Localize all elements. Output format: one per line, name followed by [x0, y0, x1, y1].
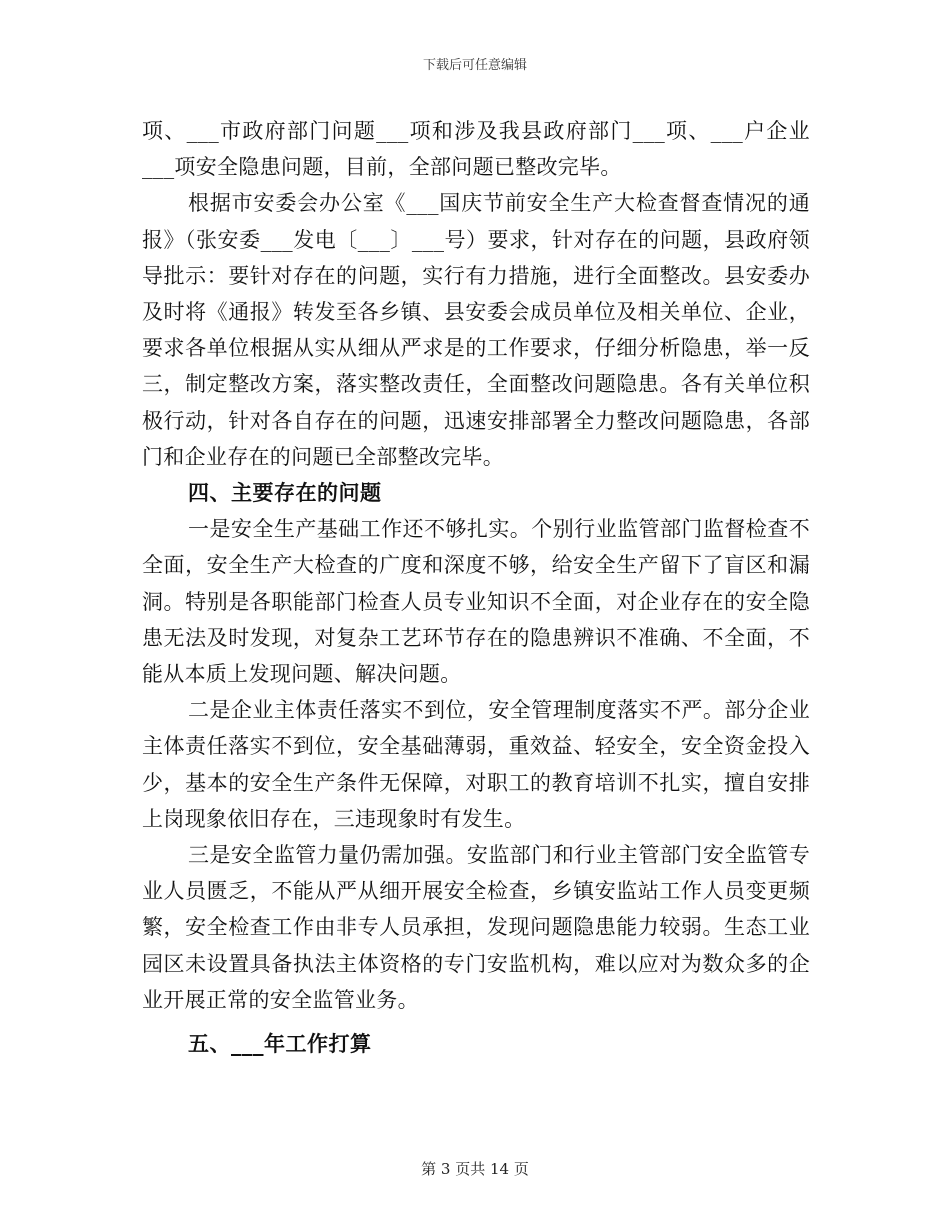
- page-footer: 第 3 页共 14 页: [421, 1160, 529, 1178]
- paragraph-problem-three: 三是安全监管力量仍需加强。安监部门和行业主管部门安全监管专业人员匮乏，不能从严从细开展安全检查，乡镇安监站工作人员变更频繁，安全检查工作由非专人员承担，发现问题隐患能力较弱。生态工业园区未设置具备执法主体资格的专门安监机构，难以应对为数众多的企业开展正常的安全监管业务。: [142, 843, 810, 1012]
- document-body: [142, 113, 810, 1062]
- section-heading-main-problems: 四、主要存在的问题: [188, 480, 382, 506]
- paragraph-problem-one: 一是安全生产基础工作还不够扎实。个别行业监管部门监督检查不全面，安全生产大检查的广度和深度不够，给安全生产留下了盲区和漏洞。特别是各职能部门检查人员专业知识不全面，对企业存在的安全隐患无法及时发现，对复杂工艺环节存在的隐患辨识不准确、不全面，不能从本质上发现问题、解决问题。: [142, 517, 810, 687]
- paragraph-problem-two: 二是企业主体责任落实不到位，安全管理制度落实不严。部分企业主体责任落实不到位，安全基础薄弱，重效益、轻安全，安全资金投入少，基本的安全生产条件无保障，对职工的教育培训不扎实，擅自安排上岗现象依旧存在，三违现象时有发生。: [142, 698, 810, 831]
- paragraph-continuation: 项、___市政府部门问题___项和涉及我县政府部门___项、___户企业___项安全隐患问题，目前，全部问题已整改完毕。: [142, 119, 810, 180]
- section-heading-work-plan: 五、___年工作打算: [188, 1031, 372, 1057]
- page-header: 下载后可任意编辑: [422, 58, 527, 73]
- paragraph-notice-rectification: 根据市安委会办公室《___国庆节前安全生产大检查督查情况的通报》（张安委___发电〔___〕___号）要求，针对存在的问题，县政府领导批示：要针对存在的问题，实行有力措施，进行全面整改。县安委办及时将《通报》转发至各乡镇、县安委会成员单位及相关单位、企业，要求各单位根据从实从细从严求是的工作要求，仔细分析隐患，举一反三，制定整改方案，落实整改责任，全面整改问题隐患。各有关单位积极行动，针对各自存在的问题，迅速安排部署全力整改问题隐患，各部门和企业存在的问题已全部整改完毕。: [142, 191, 810, 469]
